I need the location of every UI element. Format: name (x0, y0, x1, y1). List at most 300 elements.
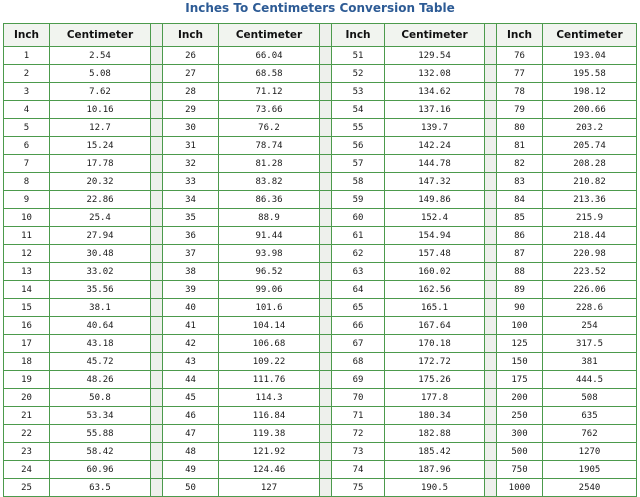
inch-cell: 25 (4, 479, 50, 497)
column-header-inch: Inch (497, 24, 543, 47)
inch-cell: 86 (497, 227, 543, 245)
inch-cell: 29 (163, 101, 219, 119)
centimeter-cell: 101.6 (219, 299, 320, 317)
column-separator (151, 479, 163, 497)
inch-cell: 87 (497, 245, 543, 263)
inch-cell: 88 (497, 263, 543, 281)
centimeter-cell: 48.26 (50, 371, 151, 389)
column-separator (485, 479, 497, 497)
inch-cell: 45 (163, 389, 219, 407)
centimeter-cell: 203.2 (543, 119, 637, 137)
inch-cell: 17 (4, 335, 50, 353)
inch-cell: 39 (163, 281, 219, 299)
column-separator (485, 209, 497, 227)
centimeter-cell: 43.18 (50, 335, 151, 353)
column-separator (151, 461, 163, 479)
inch-cell: 38 (163, 263, 219, 281)
column-separator (485, 227, 497, 245)
centimeter-cell: 60.96 (50, 461, 151, 479)
centimeter-cell: 134.62 (385, 83, 485, 101)
centimeter-cell: 10.16 (50, 101, 151, 119)
centimeter-cell: 190.5 (385, 479, 485, 497)
inch-cell: 9 (4, 191, 50, 209)
column-separator (151, 119, 163, 137)
column-header-inch: Inch (163, 24, 219, 47)
column-separator (151, 245, 163, 263)
column-separator (320, 443, 332, 461)
centimeter-cell: 20.32 (50, 173, 151, 191)
inch-cell: 71 (332, 407, 385, 425)
centimeter-cell: 228.6 (543, 299, 637, 317)
centimeter-cell: 71.12 (219, 83, 320, 101)
inch-cell: 47 (163, 425, 219, 443)
centimeter-cell: 160.02 (385, 263, 485, 281)
inch-cell: 20 (4, 389, 50, 407)
column-separator (485, 137, 497, 155)
inch-cell: 200 (497, 389, 543, 407)
inch-cell: 64 (332, 281, 385, 299)
inch-cell: 52 (332, 65, 385, 83)
table-row (4, 101, 637, 119)
column-separator (151, 443, 163, 461)
centimeter-cell: 147.32 (385, 173, 485, 191)
inch-cell: 62 (332, 245, 385, 263)
column-separator (151, 299, 163, 317)
column-separator (151, 263, 163, 281)
centimeter-cell: 58.42 (50, 443, 151, 461)
inch-cell: 33 (163, 173, 219, 191)
centimeter-cell: 175.26 (385, 371, 485, 389)
centimeter-cell: 317.5 (543, 335, 637, 353)
table-row (4, 407, 637, 425)
centimeter-cell: 73.66 (219, 101, 320, 119)
inch-cell: 35 (163, 209, 219, 227)
table-row (4, 461, 637, 479)
inch-cell: 300 (497, 425, 543, 443)
centimeter-cell: 162.56 (385, 281, 485, 299)
column-separator (485, 47, 497, 65)
inch-cell: 32 (163, 155, 219, 173)
column-separator (320, 461, 332, 479)
centimeter-cell: 50.8 (50, 389, 151, 407)
column-separator (320, 389, 332, 407)
inch-cell: 65 (332, 299, 385, 317)
centimeter-cell: 33.02 (50, 263, 151, 281)
column-separator (320, 245, 332, 263)
inch-cell: 7 (4, 155, 50, 173)
centimeter-cell: 109.22 (219, 353, 320, 371)
centimeter-cell: 170.18 (385, 335, 485, 353)
inch-cell: 2 (4, 65, 50, 83)
inch-cell: 57 (332, 155, 385, 173)
column-separator (485, 407, 497, 425)
column-separator (485, 425, 497, 443)
table-row (4, 137, 637, 155)
inch-cell: 75 (332, 479, 385, 497)
centimeter-cell: 40.64 (50, 317, 151, 335)
column-separator (151, 155, 163, 173)
inch-cell: 1 (4, 47, 50, 65)
column-header-inch: Inch (4, 24, 50, 47)
inch-cell: 31 (163, 137, 219, 155)
inch-cell: 61 (332, 227, 385, 245)
table-row (4, 299, 637, 317)
inch-cell: 69 (332, 371, 385, 389)
column-separator (485, 371, 497, 389)
column-separator (151, 353, 163, 371)
column-header-centimeter: Centimeter (219, 24, 320, 47)
centimeter-cell: 63.5 (50, 479, 151, 497)
table-row (4, 335, 637, 353)
inch-cell: 74 (332, 461, 385, 479)
column-separator (485, 101, 497, 119)
conversion-table (3, 23, 637, 497)
inch-cell: 175 (497, 371, 543, 389)
centimeter-cell: 226.06 (543, 281, 637, 299)
centimeter-cell: 137.16 (385, 101, 485, 119)
column-separator (320, 209, 332, 227)
centimeter-cell: 508 (543, 389, 637, 407)
column-separator (320, 425, 332, 443)
centimeter-cell: 45.72 (50, 353, 151, 371)
column-header-centimeter: Centimeter (50, 24, 151, 47)
inch-cell: 59 (332, 191, 385, 209)
table-row (4, 173, 637, 191)
inch-cell: 36 (163, 227, 219, 245)
column-separator (485, 173, 497, 191)
inch-cell: 53 (332, 83, 385, 101)
inch-cell: 48 (163, 443, 219, 461)
inch-cell: 84 (497, 191, 543, 209)
centimeter-cell: 83.82 (219, 173, 320, 191)
inch-cell: 49 (163, 461, 219, 479)
inch-cell: 81 (497, 137, 543, 155)
inch-cell: 23 (4, 443, 50, 461)
inch-cell: 10 (4, 209, 50, 227)
inch-cell: 80 (497, 119, 543, 137)
column-separator (151, 317, 163, 335)
column-separator (485, 281, 497, 299)
table-row (4, 155, 637, 173)
table-row (4, 281, 637, 299)
centimeter-cell: 111.76 (219, 371, 320, 389)
column-separator (320, 119, 332, 137)
centimeter-cell: 254 (543, 317, 637, 335)
inch-cell: 14 (4, 281, 50, 299)
centimeter-cell: 223.52 (543, 263, 637, 281)
inch-cell: 19 (4, 371, 50, 389)
inch-cell: 34 (163, 191, 219, 209)
column-separator (485, 335, 497, 353)
centimeter-cell: 104.14 (219, 317, 320, 335)
inch-cell: 68 (332, 353, 385, 371)
table-body (4, 47, 637, 497)
column-separator (485, 24, 497, 47)
inch-cell: 18 (4, 353, 50, 371)
column-separator (151, 101, 163, 119)
column-separator (485, 245, 497, 263)
column-separator (151, 83, 163, 101)
centimeter-cell: 220.98 (543, 245, 637, 263)
inch-cell: 6 (4, 137, 50, 155)
table-row (4, 209, 637, 227)
centimeter-cell: 66.04 (219, 47, 320, 65)
centimeter-cell: 116.84 (219, 407, 320, 425)
column-separator (151, 65, 163, 83)
centimeter-cell: 76.2 (219, 119, 320, 137)
inch-cell: 4 (4, 101, 50, 119)
centimeter-cell: 15.24 (50, 137, 151, 155)
column-separator (151, 173, 163, 191)
centimeter-cell: 180.34 (385, 407, 485, 425)
centimeter-cell: 165.1 (385, 299, 485, 317)
column-separator (151, 227, 163, 245)
column-separator (151, 389, 163, 407)
column-header-inch: Inch (332, 24, 385, 47)
centimeter-cell: 167.64 (385, 317, 485, 335)
table-row (4, 389, 637, 407)
inch-cell: 56 (332, 137, 385, 155)
column-separator (151, 281, 163, 299)
inch-cell: 15 (4, 299, 50, 317)
header-row (4, 24, 637, 47)
table-row (4, 65, 637, 83)
column-separator (485, 65, 497, 83)
inch-cell: 67 (332, 335, 385, 353)
centimeter-cell: 154.94 (385, 227, 485, 245)
inch-cell: 150 (497, 353, 543, 371)
centimeter-cell: 119.38 (219, 425, 320, 443)
table-row (4, 371, 637, 389)
centimeter-cell: 99.06 (219, 281, 320, 299)
centimeter-cell: 215.9 (543, 209, 637, 227)
table-row (4, 227, 637, 245)
column-separator (151, 371, 163, 389)
column-separator (485, 155, 497, 173)
column-separator (320, 101, 332, 119)
inch-cell: 83 (497, 173, 543, 191)
table-row (4, 317, 637, 335)
inch-cell: 24 (4, 461, 50, 479)
inch-cell: 63 (332, 263, 385, 281)
column-separator (320, 47, 332, 65)
inch-cell: 90 (497, 299, 543, 317)
inch-cell: 66 (332, 317, 385, 335)
centimeter-cell: 1270 (543, 443, 637, 461)
centimeter-cell: 12.7 (50, 119, 151, 137)
column-separator (320, 65, 332, 83)
column-separator (151, 47, 163, 65)
column-separator (320, 191, 332, 209)
centimeter-cell: 1905 (543, 461, 637, 479)
inch-cell: 11 (4, 227, 50, 245)
column-separator (485, 461, 497, 479)
column-separator (320, 299, 332, 317)
inch-cell: 125 (497, 335, 543, 353)
centimeter-cell: 22.86 (50, 191, 151, 209)
centimeter-cell: 208.28 (543, 155, 637, 173)
centimeter-cell: 142.24 (385, 137, 485, 155)
inch-cell: 44 (163, 371, 219, 389)
inch-cell: 41 (163, 317, 219, 335)
centimeter-cell: 381 (543, 353, 637, 371)
centimeter-cell: 114.3 (219, 389, 320, 407)
column-separator (320, 155, 332, 173)
centimeter-cell: 88.9 (219, 209, 320, 227)
column-header-centimeter: Centimeter (543, 24, 637, 47)
centimeter-cell: 53.34 (50, 407, 151, 425)
centimeter-cell: 210.82 (543, 173, 637, 191)
centimeter-cell: 68.58 (219, 65, 320, 83)
column-separator (151, 191, 163, 209)
column-separator (320, 137, 332, 155)
centimeter-cell: 149.86 (385, 191, 485, 209)
column-separator (485, 317, 497, 335)
inch-cell: 21 (4, 407, 50, 425)
column-separator (151, 425, 163, 443)
centimeter-cell: 198.12 (543, 83, 637, 101)
inch-cell: 12 (4, 245, 50, 263)
centimeter-cell: 127 (219, 479, 320, 497)
column-separator (485, 83, 497, 101)
inch-cell: 54 (332, 101, 385, 119)
centimeter-cell: 27.94 (50, 227, 151, 245)
table-row (4, 425, 637, 443)
centimeter-cell: 17.78 (50, 155, 151, 173)
centimeter-cell: 152.4 (385, 209, 485, 227)
inch-cell: 60 (332, 209, 385, 227)
centimeter-cell: 81.28 (219, 155, 320, 173)
centimeter-cell: 96.52 (219, 263, 320, 281)
column-separator (485, 389, 497, 407)
column-separator (320, 83, 332, 101)
centimeter-cell: 7.62 (50, 83, 151, 101)
inch-cell: 13 (4, 263, 50, 281)
inch-cell: 100 (497, 317, 543, 335)
column-separator (485, 191, 497, 209)
centimeter-cell: 185.42 (385, 443, 485, 461)
inch-cell: 58 (332, 173, 385, 191)
table-row (4, 353, 637, 371)
inch-cell: 26 (163, 47, 219, 65)
centimeter-cell: 218.44 (543, 227, 637, 245)
inch-cell: 16 (4, 317, 50, 335)
inch-cell: 500 (497, 443, 543, 461)
inch-cell: 37 (163, 245, 219, 263)
centimeter-cell: 195.58 (543, 65, 637, 83)
inch-cell: 82 (497, 155, 543, 173)
column-separator (485, 353, 497, 371)
inch-cell: 73 (332, 443, 385, 461)
centimeter-cell: 86.36 (219, 191, 320, 209)
centimeter-cell: 187.96 (385, 461, 485, 479)
centimeter-cell: 182.88 (385, 425, 485, 443)
inch-cell: 750 (497, 461, 543, 479)
centimeter-cell: 2540 (543, 479, 637, 497)
inch-cell: 1000 (497, 479, 543, 497)
table-row (4, 443, 637, 461)
column-separator (320, 24, 332, 47)
inch-cell: 250 (497, 407, 543, 425)
inch-cell: 8 (4, 173, 50, 191)
column-separator (320, 281, 332, 299)
column-separator (485, 119, 497, 137)
table-row (4, 47, 637, 65)
centimeter-cell: 106.68 (219, 335, 320, 353)
inch-cell: 85 (497, 209, 543, 227)
column-separator (320, 371, 332, 389)
centimeter-cell: 55.88 (50, 425, 151, 443)
column-separator (320, 173, 332, 191)
inch-cell: 78 (497, 83, 543, 101)
centimeter-cell: 144.78 (385, 155, 485, 173)
column-separator (320, 407, 332, 425)
inch-cell: 72 (332, 425, 385, 443)
page-title: Inches To Centimeters Conversion Table (185, 1, 455, 15)
table-row (4, 191, 637, 209)
centimeter-cell: 635 (543, 407, 637, 425)
column-separator (320, 227, 332, 245)
inch-cell: 30 (163, 119, 219, 137)
inch-cell: 5 (4, 119, 50, 137)
column-header-centimeter: Centimeter (385, 24, 485, 47)
table-row (4, 263, 637, 281)
column-separator (151, 335, 163, 353)
inch-cell: 46 (163, 407, 219, 425)
centimeter-cell: 78.74 (219, 137, 320, 155)
inch-cell: 51 (332, 47, 385, 65)
inch-cell: 70 (332, 389, 385, 407)
column-separator (320, 353, 332, 371)
centimeter-cell: 172.72 (385, 353, 485, 371)
column-separator (320, 335, 332, 353)
centimeter-cell: 157.48 (385, 245, 485, 263)
centimeter-cell: 139.7 (385, 119, 485, 137)
table-row (4, 119, 637, 137)
inch-cell: 28 (163, 83, 219, 101)
centimeter-cell: 762 (543, 425, 637, 443)
column-separator (151, 407, 163, 425)
inch-cell: 89 (497, 281, 543, 299)
centimeter-cell: 444.5 (543, 371, 637, 389)
column-separator (485, 263, 497, 281)
inch-cell: 27 (163, 65, 219, 83)
inch-cell: 77 (497, 65, 543, 83)
inch-cell: 76 (497, 47, 543, 65)
column-separator (485, 443, 497, 461)
column-separator (151, 24, 163, 47)
centimeter-cell: 2.54 (50, 47, 151, 65)
inch-cell: 79 (497, 101, 543, 119)
centimeter-cell: 129.54 (385, 47, 485, 65)
centimeter-cell: 124.46 (219, 461, 320, 479)
centimeter-cell: 213.36 (543, 191, 637, 209)
column-separator (320, 317, 332, 335)
inch-cell: 50 (163, 479, 219, 497)
centimeter-cell: 5.08 (50, 65, 151, 83)
centimeter-cell: 35.56 (50, 281, 151, 299)
centimeter-cell: 200.66 (543, 101, 637, 119)
column-separator (151, 209, 163, 227)
table-row (4, 245, 637, 263)
centimeter-cell: 93.98 (219, 245, 320, 263)
centimeter-cell: 91.44 (219, 227, 320, 245)
centimeter-cell: 25.4 (50, 209, 151, 227)
inch-cell: 43 (163, 353, 219, 371)
inch-cell: 3 (4, 83, 50, 101)
column-separator (320, 263, 332, 281)
table-row (4, 479, 637, 497)
